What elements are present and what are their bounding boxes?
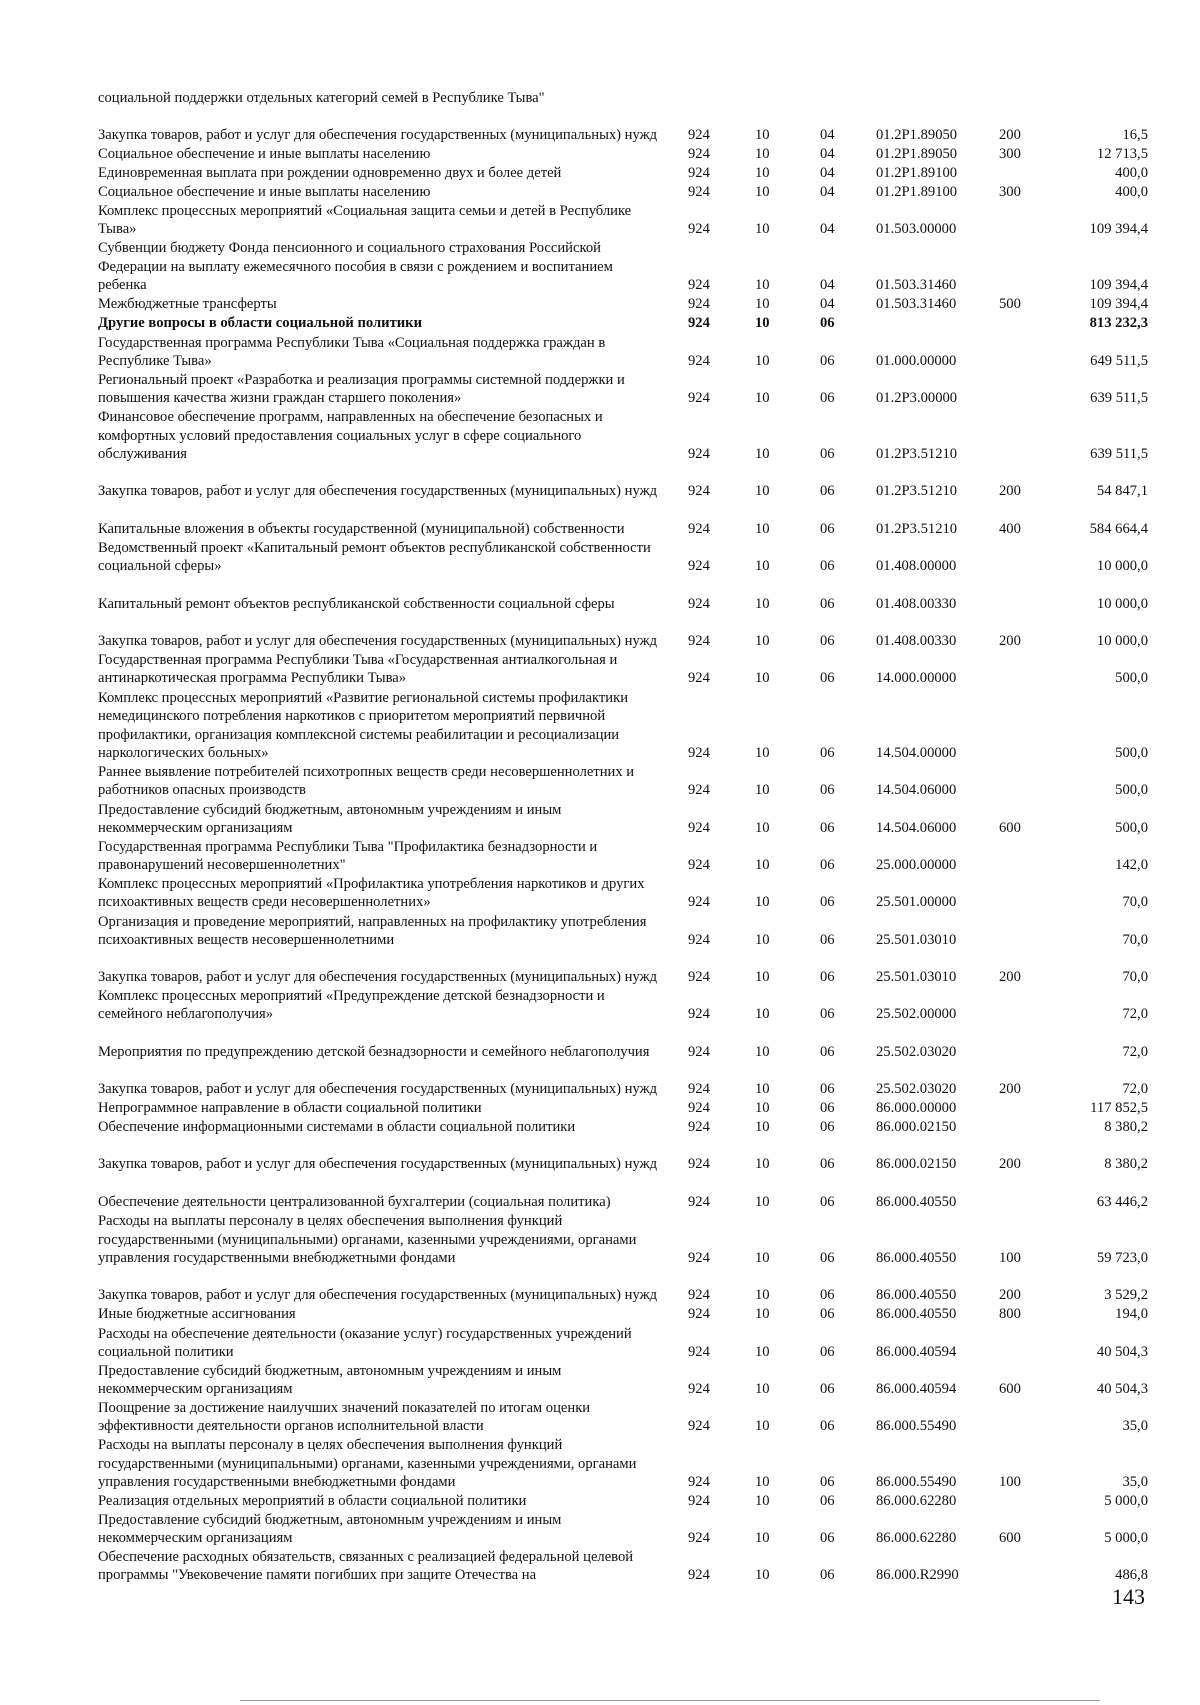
row-rz-code: 10	[755, 146, 770, 163]
row-gl-code: 924	[688, 670, 710, 687]
row-sum: 5 000,0	[1104, 1530, 1148, 1547]
row-cs-code: 01.503.00000	[876, 221, 957, 238]
row-name: Государственная программа Республики Тыва "Профилактика безнадзорности и правонарушений несовершеннолетних"	[98, 838, 598, 874]
row-rz-code: 10	[755, 1493, 770, 1510]
row-rz-code: 10	[755, 1156, 770, 1173]
row-gl-code: 924	[688, 1250, 710, 1267]
row-vr-code: 100	[999, 1474, 1021, 1491]
row-name: Комплекс процессных мероприятий «Развитие региональной системы профилактики немедицинского потребления наркотиков с приоритетом мероприятий первичной профилактики, организация комплексной системы реабилитации и ресоциализации наркологических больных»	[98, 689, 629, 762]
row-sum: 10 000,0	[1096, 596, 1148, 613]
row-sum: 54 847,1	[1096, 483, 1148, 500]
row-cs-code: 01.2Р3.51210	[876, 483, 958, 500]
row-pr-code: 06	[820, 894, 835, 911]
row-name: Закупка товаров, работ и услуг для обеспечения государственных (муниципальных) нужд	[98, 633, 658, 650]
row-cs-code: 25.501.03010	[876, 969, 957, 986]
row-name: Организация и проведение мероприятий, направленных на профилактику употребления психоактивных веществ несовершеннолетними	[98, 913, 647, 949]
row-gl-code: 924	[688, 932, 710, 949]
row-rz-code: 10	[755, 277, 770, 294]
row-pr-code: 06	[820, 558, 835, 575]
row-cs-code: 01.503.31460	[876, 277, 957, 294]
row-cs-code: 01.408.00000	[876, 558, 957, 575]
row-vr-code: 300	[999, 184, 1021, 201]
row-gl-code: 924	[688, 1418, 710, 1435]
row-pr-code: 04	[820, 146, 835, 163]
row-sum: 194,0	[1115, 1306, 1148, 1323]
row-vr-code: 600	[999, 820, 1021, 837]
row-cs-code: 01.408.00330	[876, 596, 957, 613]
row-gl-code: 924	[688, 127, 710, 144]
row-cs-code: 01.503.31460	[876, 296, 957, 313]
row-gl-code: 924	[688, 633, 710, 650]
row-pr-code: 06	[820, 1530, 835, 1547]
row-cs-code: 25.502.03020	[876, 1081, 957, 1098]
row-sum: 40 504,3	[1096, 1344, 1148, 1361]
row-sum: 500,0	[1115, 745, 1148, 762]
row-sum: 400,0	[1115, 184, 1148, 201]
row-rz-code: 10	[755, 1306, 770, 1323]
row-sum: 16,5	[1122, 127, 1148, 144]
row-cs-code: 25.502.03020	[876, 1044, 957, 1061]
row-cs-code: 86.000.40594	[876, 1381, 957, 1398]
row-rz-code: 10	[755, 670, 770, 687]
row-rz-code: 10	[755, 969, 770, 986]
row-name: Государственная программа Республики Тыва «Социальная поддержка граждан в Республике Тыва»	[98, 334, 606, 370]
row-gl-code: 924	[688, 1306, 710, 1323]
row-gl-code: 924	[688, 390, 710, 407]
row-rz-code: 10	[755, 558, 770, 575]
row-sum: 109 394,4	[1089, 296, 1148, 313]
row-rz-code: 10	[755, 165, 770, 182]
row-name: Предоставление субсидий бюджетным, автономным учреждениям и иным некоммерческим организациям	[98, 1511, 562, 1547]
row-rz-code: 10	[755, 127, 770, 144]
row-name: Субвенции бюджету Фонда пенсионного и социального страхования Российской Федерации на выплату ежемесячного пособия в связи с рождением и воспитанием ребенка	[98, 240, 613, 294]
row-rz-code: 10	[755, 782, 770, 799]
row-vr-code: 600	[999, 1530, 1021, 1547]
row-name: Комплекс процессных мероприятий «Социальная защита семьи и детей в Республике Тыва»	[98, 202, 632, 238]
row-pr-code: 06	[820, 633, 835, 650]
row-name: Закупка товаров, работ и услуг для обеспечения государственных (муниципальных) нужд	[98, 127, 658, 144]
row-cs-code: 86.000.40550	[876, 1306, 957, 1323]
row-sum: 10 000,0	[1096, 558, 1148, 575]
row-vr-code: 500	[999, 296, 1021, 313]
row-pr-code: 06	[820, 1287, 835, 1304]
row-cs-code: 86.000.55490	[876, 1418, 957, 1435]
row-name: Закупка товаров, работ и услуг для обеспечения государственных (муниципальных) нужд	[98, 1287, 658, 1304]
row-gl-code: 924	[688, 894, 710, 911]
row-gl-code: 924	[688, 782, 710, 799]
row-name: Капитальные вложения в объекты государственной (муниципальной) собственности	[98, 521, 625, 538]
row-rz-code: 10	[755, 221, 770, 238]
row-gl-code: 924	[688, 146, 710, 163]
row-gl-code: 924	[688, 1381, 710, 1398]
row-sum: 72,0	[1122, 1081, 1148, 1098]
row-rz-code: 10	[755, 1100, 770, 1117]
row-cs-code: 86.000.62280	[876, 1530, 957, 1547]
row-pr-code: 04	[820, 277, 835, 294]
row-sum: 109 394,4	[1089, 221, 1148, 238]
bottom-rule	[240, 1700, 1100, 1701]
row-name: Расходы на выплаты персоналу в целях обеспечения выполнения функций государственными (муниципальными) органами, казенными учреждениями, органами управления государственными внебюджетными фондами	[98, 1213, 637, 1267]
row-gl-code: 924	[688, 221, 710, 238]
row-pr-code: 06	[820, 1250, 835, 1267]
row-gl-code: 924	[688, 1530, 710, 1547]
row-cs-code: 86.000.40550	[876, 1250, 957, 1267]
row-sum: 500,0	[1115, 820, 1148, 837]
row-pr-code: 06	[820, 1381, 835, 1398]
row-gl-code: 924	[688, 596, 710, 613]
row-rz-code: 10	[755, 1287, 770, 1304]
row-rz-code: 10	[755, 633, 770, 650]
row-cs-code: 01.000.00000	[876, 353, 957, 370]
row-sum: 63 446,2	[1096, 1194, 1148, 1211]
row-rz-code: 10	[755, 1418, 770, 1435]
row-name: Единовременная выплата при рождении одновременно двух и более детей	[98, 165, 562, 182]
row-rz-code: 10	[755, 483, 770, 500]
row-cs-code: 01.2Р1.89100	[876, 184, 958, 201]
row-gl-code: 924	[688, 745, 710, 762]
row-sum: 117 852,5	[1090, 1100, 1148, 1117]
row-pr-code: 04	[820, 165, 835, 182]
row-sum: 40 504,3	[1096, 1381, 1148, 1398]
row-gl-code: 924	[688, 296, 710, 313]
row-vr-code: 200	[999, 127, 1021, 144]
row-sum: 12 713,5	[1096, 146, 1148, 163]
row-sum: 35,0	[1122, 1418, 1148, 1435]
row-sum: 8 380,2	[1104, 1156, 1148, 1173]
row-cs-code: 25.502.00000	[876, 1006, 957, 1023]
row-vr-code: 400	[999, 521, 1021, 538]
row-name: Региональный проект «Разработка и реализация программы системной поддержки и повышения качества жизни граждан старшего поколения»	[98, 371, 625, 407]
row-pr-code: 04	[820, 221, 835, 238]
row-rz-code: 10	[755, 932, 770, 949]
row-sum: 400,0	[1115, 165, 1148, 182]
row-name: Расходы на выплаты персоналу в целях обеспечения выполнения функций государственными (муниципальными) органами, казенными учреждениями, органами управления государственными внебюджетными фондами	[98, 1437, 637, 1491]
row-cs-code: 25.501.03010	[876, 932, 957, 949]
row-rz-code: 10	[755, 1344, 770, 1361]
row-gl-code: 924	[688, 483, 710, 500]
row-gl-code: 924	[688, 1474, 710, 1491]
row-rz-code: 10	[755, 1006, 770, 1023]
row-name: Обеспечение информационными системами в области социальной политики	[98, 1119, 576, 1136]
row-sum: 10 000,0	[1096, 633, 1148, 650]
row-pr-code: 06	[820, 1344, 835, 1361]
row-sum: 500,0	[1115, 782, 1148, 799]
row-rz-code: 10	[755, 315, 770, 332]
page-number: 143	[1112, 1584, 1145, 1609]
row-rz-code: 10	[755, 1194, 770, 1211]
row-sum: 72,0	[1122, 1006, 1148, 1023]
row-name: Обеспечение расходных обязательств, связанных с реализацией федеральной целевой программы "Увековечение памяти погибших при защите Отечества на	[98, 1548, 634, 1584]
row-cs-code: 25.000.00000	[876, 857, 957, 874]
row-pr-code: 06	[820, 1194, 835, 1211]
row-name: Комплекс процессных мероприятий «Профилактика употребления наркотиков и других психоактивных веществ среди несовершеннолетних»	[98, 875, 645, 911]
row-gl-code: 924	[688, 969, 710, 986]
row-cs-code: 14.000.00000	[876, 670, 957, 687]
row-gl-code: 924	[688, 857, 710, 874]
row-pr-code: 06	[820, 1100, 835, 1117]
row-cs-code: 86.000.02150	[876, 1156, 957, 1173]
row-pr-code: 06	[820, 969, 835, 986]
row-pr-code: 06	[820, 446, 835, 463]
row-pr-code: 04	[820, 184, 835, 201]
row-sum: 35,0	[1122, 1474, 1148, 1491]
row-rz-code: 10	[755, 1081, 770, 1098]
row-rz-code: 10	[755, 1119, 770, 1136]
row-pr-code: 06	[820, 483, 835, 500]
row-name: Государственная программа Республики Тыва «Государственная антиалкогольная и антинаркотическая программа Республики Тыва»	[98, 651, 618, 687]
row-vr-code: 200	[999, 633, 1021, 650]
row-sum: 639 511,5	[1090, 446, 1148, 463]
row-cs-code: 01.2Р3.51210	[876, 446, 958, 463]
row-name: Социальное обеспечение и иные выплаты населению	[98, 146, 431, 163]
row-sum: 639 511,5	[1090, 390, 1148, 407]
row-gl-code: 924	[688, 1493, 710, 1510]
row-cs-code: 14.504.06000	[876, 820, 957, 837]
row-sum: 649 511,5	[1090, 353, 1148, 370]
row-vr-code: 200	[999, 969, 1021, 986]
row-vr-code: 100	[999, 1250, 1021, 1267]
row-rz-code: 10	[755, 446, 770, 463]
row-vr-code: 200	[999, 1287, 1021, 1304]
row-rz-code: 10	[755, 1530, 770, 1547]
row-pr-code: 06	[820, 1081, 835, 1098]
row-gl-code: 924	[688, 1006, 710, 1023]
row-name: Иные бюджетные ассигнования	[98, 1306, 296, 1323]
row-sum: 70,0	[1122, 932, 1148, 949]
row-pr-code: 04	[820, 127, 835, 144]
row-sum: 70,0	[1122, 894, 1148, 911]
row-cs-code: 86.000.55490	[876, 1474, 957, 1491]
row-rz-code: 10	[755, 296, 770, 313]
row-rz-code: 10	[755, 857, 770, 874]
row-name: Непрограммное направление в области социальной политики	[98, 1100, 482, 1117]
row-gl-code: 924	[688, 521, 710, 538]
row-vr-code: 600	[999, 1381, 1021, 1398]
row-rz-code: 10	[755, 1250, 770, 1267]
row-name: Межбюджетные трансферты	[98, 296, 277, 313]
row-gl-code: 924	[688, 1344, 710, 1361]
row-name: Социальное обеспечение и иные выплаты населению	[98, 184, 431, 201]
row-pr-code: 06	[820, 857, 835, 874]
row-sum: 584 664,4	[1089, 521, 1148, 538]
row-cs-code: 25.501.00000	[876, 894, 957, 911]
row-pr-code: 06	[820, 1418, 835, 1435]
row-cs-code: 86.000.40550	[876, 1194, 957, 1211]
row-gl-code: 924	[688, 446, 710, 463]
row-gl-code: 924	[688, 315, 710, 332]
row-rz-code: 10	[755, 894, 770, 911]
row-cs-code: 14.504.06000	[876, 782, 957, 799]
row-name: Раннее выявление потребителей психотропных веществ среди несовершеннолетних и работников опасных производств	[98, 763, 635, 799]
row-vr-code: 200	[999, 1156, 1021, 1173]
row-cs-code: 01.2Р3.00000	[876, 390, 958, 407]
row-sum: 72,0	[1122, 1044, 1148, 1061]
row-pr-code: 06	[820, 1156, 835, 1173]
row-rz-code: 10	[755, 1044, 770, 1061]
row-pr-code: 06	[820, 390, 835, 407]
row-name: Поощрение за достижение наилучших значений показателей по итогам оценки эффективности деятельности органов исполнительной власти	[98, 1399, 591, 1435]
row-sum: 109 394,4	[1089, 277, 1148, 294]
row-name: Комплекс процессных мероприятий «Предупреждение детской безнадзорности и семейного неблагополучия»	[98, 987, 605, 1023]
row-gl-code: 924	[688, 1119, 710, 1136]
row-name: Капитальный ремонт объектов республиканской собственности социальной сферы	[98, 596, 615, 613]
row-pr-code: 06	[820, 1567, 835, 1584]
row-pr-code: 06	[820, 1493, 835, 1510]
row-rz-code: 10	[755, 184, 770, 201]
row-gl-code: 924	[688, 184, 710, 201]
row-cs-code: 86.000.40594	[876, 1344, 957, 1361]
row-cs-code: 86.000.02150	[876, 1119, 957, 1136]
row-sum: 59 723,0	[1096, 1250, 1148, 1267]
row-name: Закупка товаров, работ и услуг для обеспечения государственных (муниципальных) нужд	[98, 969, 658, 986]
row-gl-code: 924	[688, 1287, 710, 1304]
row-pr-code: 06	[820, 1306, 835, 1323]
row-name: Реализация отдельных мероприятий в области социальной политики	[98, 1493, 527, 1510]
row-rz-code: 10	[755, 745, 770, 762]
row-gl-code: 924	[688, 820, 710, 837]
row-gl-code: 924	[688, 277, 710, 294]
row-gl-code: 924	[688, 1081, 710, 1098]
row-name: Финансовое обеспечение программ, направленных на обеспечение безопасных и комфортных условий предоставления социальных услуг в сфере социального обслуживания	[98, 409, 603, 463]
row-pr-code: 06	[820, 745, 835, 762]
row-cs-code: 86.000.40550	[876, 1287, 957, 1304]
row-vr-code: 200	[999, 1081, 1021, 1098]
row-cs-code: 86.000.00000	[876, 1100, 957, 1117]
row-rz-code: 10	[755, 820, 770, 837]
row-pr-code: 06	[820, 315, 835, 332]
row-cs-code: 01.2Р1.89050	[876, 127, 958, 144]
row-gl-code: 924	[688, 558, 710, 575]
row-gl-code: 924	[688, 1100, 710, 1117]
row-rz-code: 10	[755, 1567, 770, 1584]
row-cs-code: 86.000.R2990	[876, 1567, 959, 1584]
row-name: Ведомственный проект «Капитальный ремонт объектов республиканской собственности социальной сферы»	[98, 539, 651, 575]
row-gl-code: 924	[688, 1194, 710, 1211]
row-pr-code: 06	[820, 353, 835, 370]
row-sum: 5 000,0	[1104, 1493, 1148, 1510]
row-vr-code: 300	[999, 146, 1021, 163]
row-cs-code: 01.2Р1.89050	[876, 146, 958, 163]
row-gl-code: 924	[688, 1044, 710, 1061]
row-pr-code: 06	[820, 1474, 835, 1491]
row-name: социальной поддержки отдельных категорий семей в Республике Тыва"	[98, 90, 545, 107]
row-cs-code: 01.2Р1.89100	[876, 165, 958, 182]
row-name: Предоставление субсидий бюджетным, автономным учреждениям и иным некоммерческим организациям	[98, 1362, 562, 1398]
row-cs-code: 14.504.00000	[876, 745, 957, 762]
row-name: Другие вопросы в области социальной политики	[98, 315, 422, 332]
row-rz-code: 10	[755, 1381, 770, 1398]
row-cs-code: 01.408.00330	[876, 633, 957, 650]
row-pr-code: 06	[820, 1006, 835, 1023]
row-pr-code: 06	[820, 596, 835, 613]
row-sum: 500,0	[1115, 670, 1148, 687]
row-gl-code: 924	[688, 1567, 710, 1584]
row-name: Предоставление субсидий бюджетным, автономным учреждениям и иным некоммерческим организациям	[98, 801, 562, 837]
row-sum: 8 380,2	[1104, 1119, 1148, 1136]
row-sum: 486,8	[1115, 1567, 1148, 1584]
row-name: Закупка товаров, работ и услуг для обеспечения государственных (муниципальных) нужд	[98, 1156, 658, 1173]
row-sum: 813 232,3	[1089, 315, 1148, 332]
row-gl-code: 924	[688, 353, 710, 370]
row-name: Мероприятия по предупреждению детской безнадзорности и семейного неблагополучия	[98, 1044, 650, 1061]
row-vr-code: 200	[999, 483, 1021, 500]
row-name: Обеспечение деятельности централизованной бухгалтерии (социальная политика)	[98, 1194, 611, 1211]
row-vr-code: 800	[999, 1306, 1021, 1323]
row-gl-code: 924	[688, 1156, 710, 1173]
row-sum: 3 529,2	[1104, 1287, 1148, 1304]
row-gl-code: 924	[688, 165, 710, 182]
row-cs-code: 86.000.62280	[876, 1493, 957, 1510]
row-rz-code: 10	[755, 596, 770, 613]
row-pr-code: 06	[820, 521, 835, 538]
row-pr-code: 06	[820, 670, 835, 687]
row-name: Закупка товаров, работ и услуг для обеспечения государственных (муниципальных) нужд	[98, 483, 658, 500]
row-name: Закупка товаров, работ и услуг для обеспечения государственных (муниципальных) нужд	[98, 1081, 658, 1098]
row-pr-code: 06	[820, 782, 835, 799]
row-sum: 142,0	[1115, 857, 1148, 874]
row-rz-code: 10	[755, 1474, 770, 1491]
row-name: Расходы на обеспечение деятельности (оказание услуг) государственных учреждений социальной политики	[98, 1325, 632, 1361]
row-pr-code: 06	[820, 1119, 835, 1136]
row-cs-code: 01.2Р3.51210	[876, 521, 958, 538]
row-rz-code: 10	[755, 521, 770, 538]
row-sum: 70,0	[1122, 969, 1148, 986]
row-rz-code: 10	[755, 390, 770, 407]
row-pr-code: 06	[820, 820, 835, 837]
row-pr-code: 06	[820, 932, 835, 949]
row-rz-code: 10	[755, 353, 770, 370]
row-pr-code: 06	[820, 1044, 835, 1061]
row-pr-code: 04	[820, 296, 835, 313]
